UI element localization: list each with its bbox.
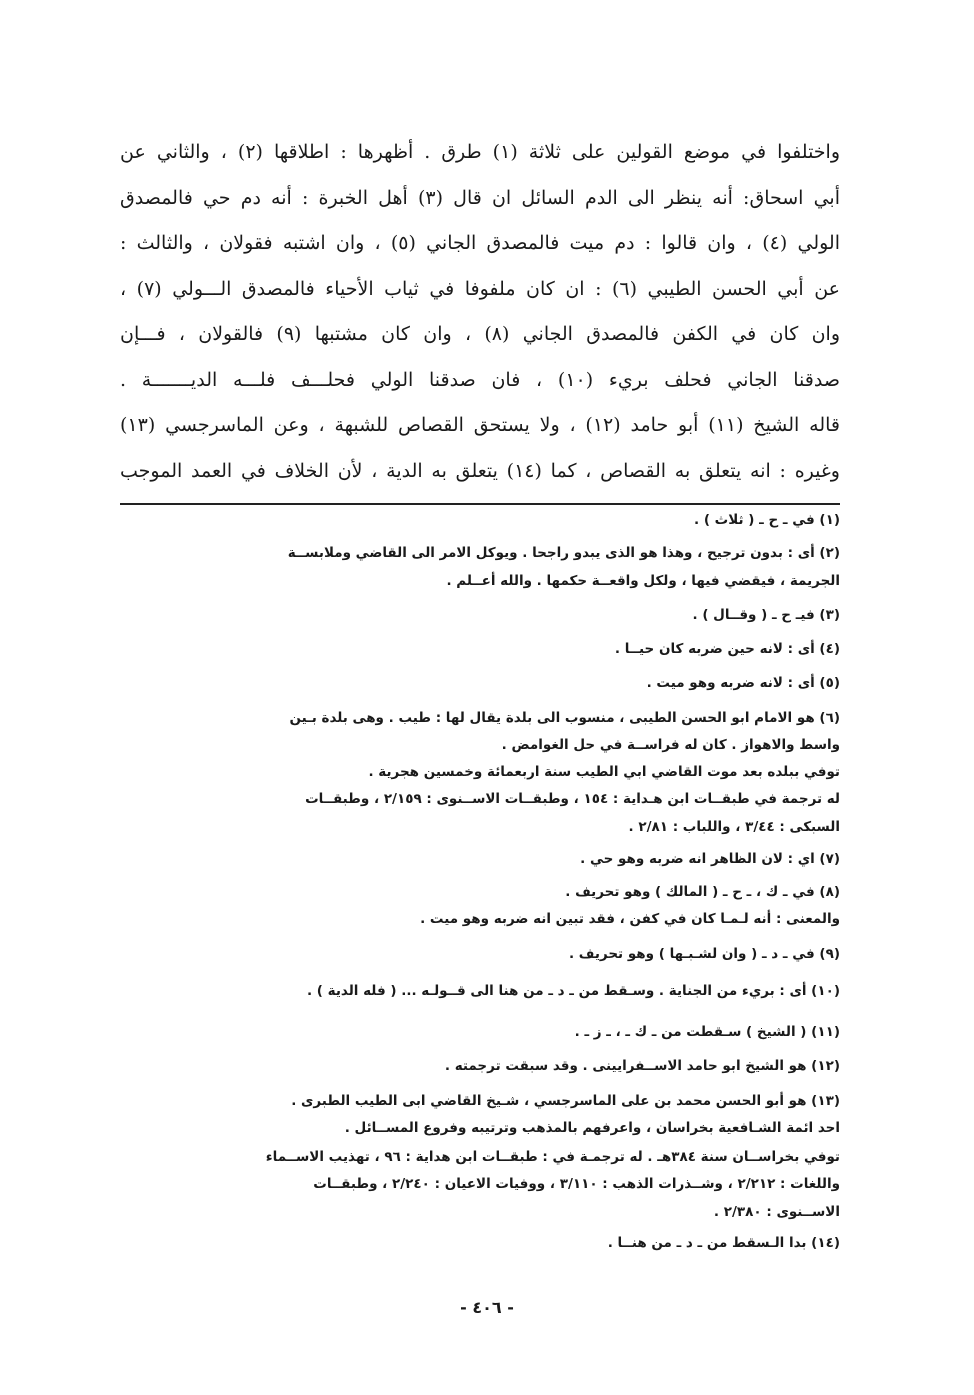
main-text-line: أبي اسحاق: أنه ينظر الى الدم السائل ان قال (٣) أهل الخبرة : أنه دم حي فالمصدق	[120, 186, 840, 209]
main-text-line: عن أبي الحسن الطيبي (٦) : ان كان ملفوفا في ثياب الأحياء فالمصدق الـــولي (٧) ،	[120, 277, 840, 300]
footnote-line: (١٤) بدا الـسقط من ـ د ـ من هنــا .	[607, 1235, 840, 1251]
footnote-line: الجريمة ، فيقضي فيها ، ولكل واقعــة حكمها . والله أعــلم .	[446, 573, 840, 589]
footnote-line: (٨) في ـ ك ، ـ ح ـ ( المالك ) وهو تحريف .	[565, 884, 840, 900]
footnote-line: (٥) أى : لانه ضربه وهو ميت .	[646, 675, 840, 691]
footnote-line: (٦) هو الامام ابو الحسن الطيبى ، منسوب الى بلدة يقال لها : طيب . وهى بلدة بـين	[289, 710, 840, 726]
footnote-separator	[120, 503, 840, 505]
footnote-line: والمعنى : أنه لـمـا كان في كفن ، فقد تبين انه ضربه وهو ميت .	[420, 911, 840, 927]
footnote-line: (٣) فيـ ح ـ ( وقــال ) .	[692, 607, 840, 623]
main-text-line: وغيره : انه يتعلق به القصاص ، كما (١٤) يتعلق به الدية ، لأن الخلاف في العمد الموجب	[120, 459, 840, 482]
footnote-line: (٢) أى : بدون ترجيح ، وهذا هو الذى يبدو راجحا . ويوكل الامر الى القاضي وملابســة	[287, 545, 840, 561]
main-text-body	[120, 130, 840, 494]
footnote-line: (٩) في ـ د ـ ( وان لشـبـها ) وهو تحريف .	[568, 946, 840, 962]
main-text-line: قاله الشيخ (١١) أبو حامد (١٢) ، ولا يستحق القصاص للشبهة ، وعن الماسرجسي (١٣)	[120, 414, 840, 436]
footnote-line: احد ائمة الشـافعية بخراسان ، واعرفهم بالمذهب وترتيبه وفروع المســائل .	[344, 1120, 840, 1136]
footnote-line: (١) في ـ ح ـ ( ثلاث ) .	[693, 512, 840, 528]
footnote-line: (١٢) هو الشيخ ابو حامد الاســفرايينى . وقد سبقت ترجمته .	[444, 1058, 840, 1074]
page-number: - ٤٠٦ -	[460, 1298, 514, 1317]
footnote-line: توفي بخراســان سنة ٣٨٤هـ . له ترجمـة في : طبقــات ابن هداية : ٩٦ ، تهذيب الاســماء	[265, 1149, 840, 1165]
main-text-line: صدقنا الجاني فحلف بريء (١٠) ، فان صدقنا الولي فحلـــف فلـــه الديـــــــة .	[120, 368, 840, 391]
footnote-line: واللغات : ٢/٢١٢ ، وشــذرات الذهب : ٣/١١٠ ، ووفيات الاعيان : ٢/٢٤٠ ، وطبقــات	[313, 1176, 840, 1192]
footnote-line: (٧) اي : لان الظاهر انه ضربه وهو حي .	[580, 851, 840, 867]
footnote-line: الاســنوى : ٢/٣٨٠ .	[713, 1204, 840, 1220]
footnote-line: له ترجمة في طبقــات ابن هـداية : ١٥٤ ، وطبقــات الاســنوى : ٢/١٥٩ ، وطبقــات	[305, 791, 840, 807]
footnote-line: (١٣) هو أبو الحسن محمد بن على الماسرجسي ، شـيخ القاضي ابى الطيب الطبرى .	[291, 1093, 840, 1109]
main-text-line: واختلفوا في موضع القولين على ثلاثة (١) طرق . أظهرها : اطلاقها (٢) ، والثاني عن	[120, 141, 840, 163]
footnote-line: (١١) ( الشيخ ) سـقطت من ـ ك ـ ، ـ ز ـ .	[574, 1024, 840, 1040]
main-text-line: وان كان في الكفن فالمصدق الجاني (٨) ، وان كان مشتبها (٩) فالقولان ، فـــإن	[120, 323, 840, 345]
footnote-line: توفي ببلده بعد موت القاضي ابي الطيب سنة اربعمائة وخمسين هجرية .	[368, 764, 840, 780]
footnote-line: واسط والاهواز . كان له فراســة في حل الغوامض .	[501, 737, 840, 753]
main-text-line: الولي (٤) ، وان قالوا : دم ميت فالمصدق الجاني (٥) ، وان اشتبه فقولان ، والثالث :	[120, 232, 840, 254]
footnote-line: (١٠) أى : بريء من الجناية . وسـقط من ـ د ـ من هنا الى قــولـه ... ( فله الدية ) .	[306, 983, 840, 999]
footnote-line: (٤) أى : لانه حين ضربه كان حيــا .	[614, 641, 840, 657]
footnote-line: السبكى : ٣/٤٤ ، واللباب : ٢/٨١ .	[628, 819, 840, 835]
